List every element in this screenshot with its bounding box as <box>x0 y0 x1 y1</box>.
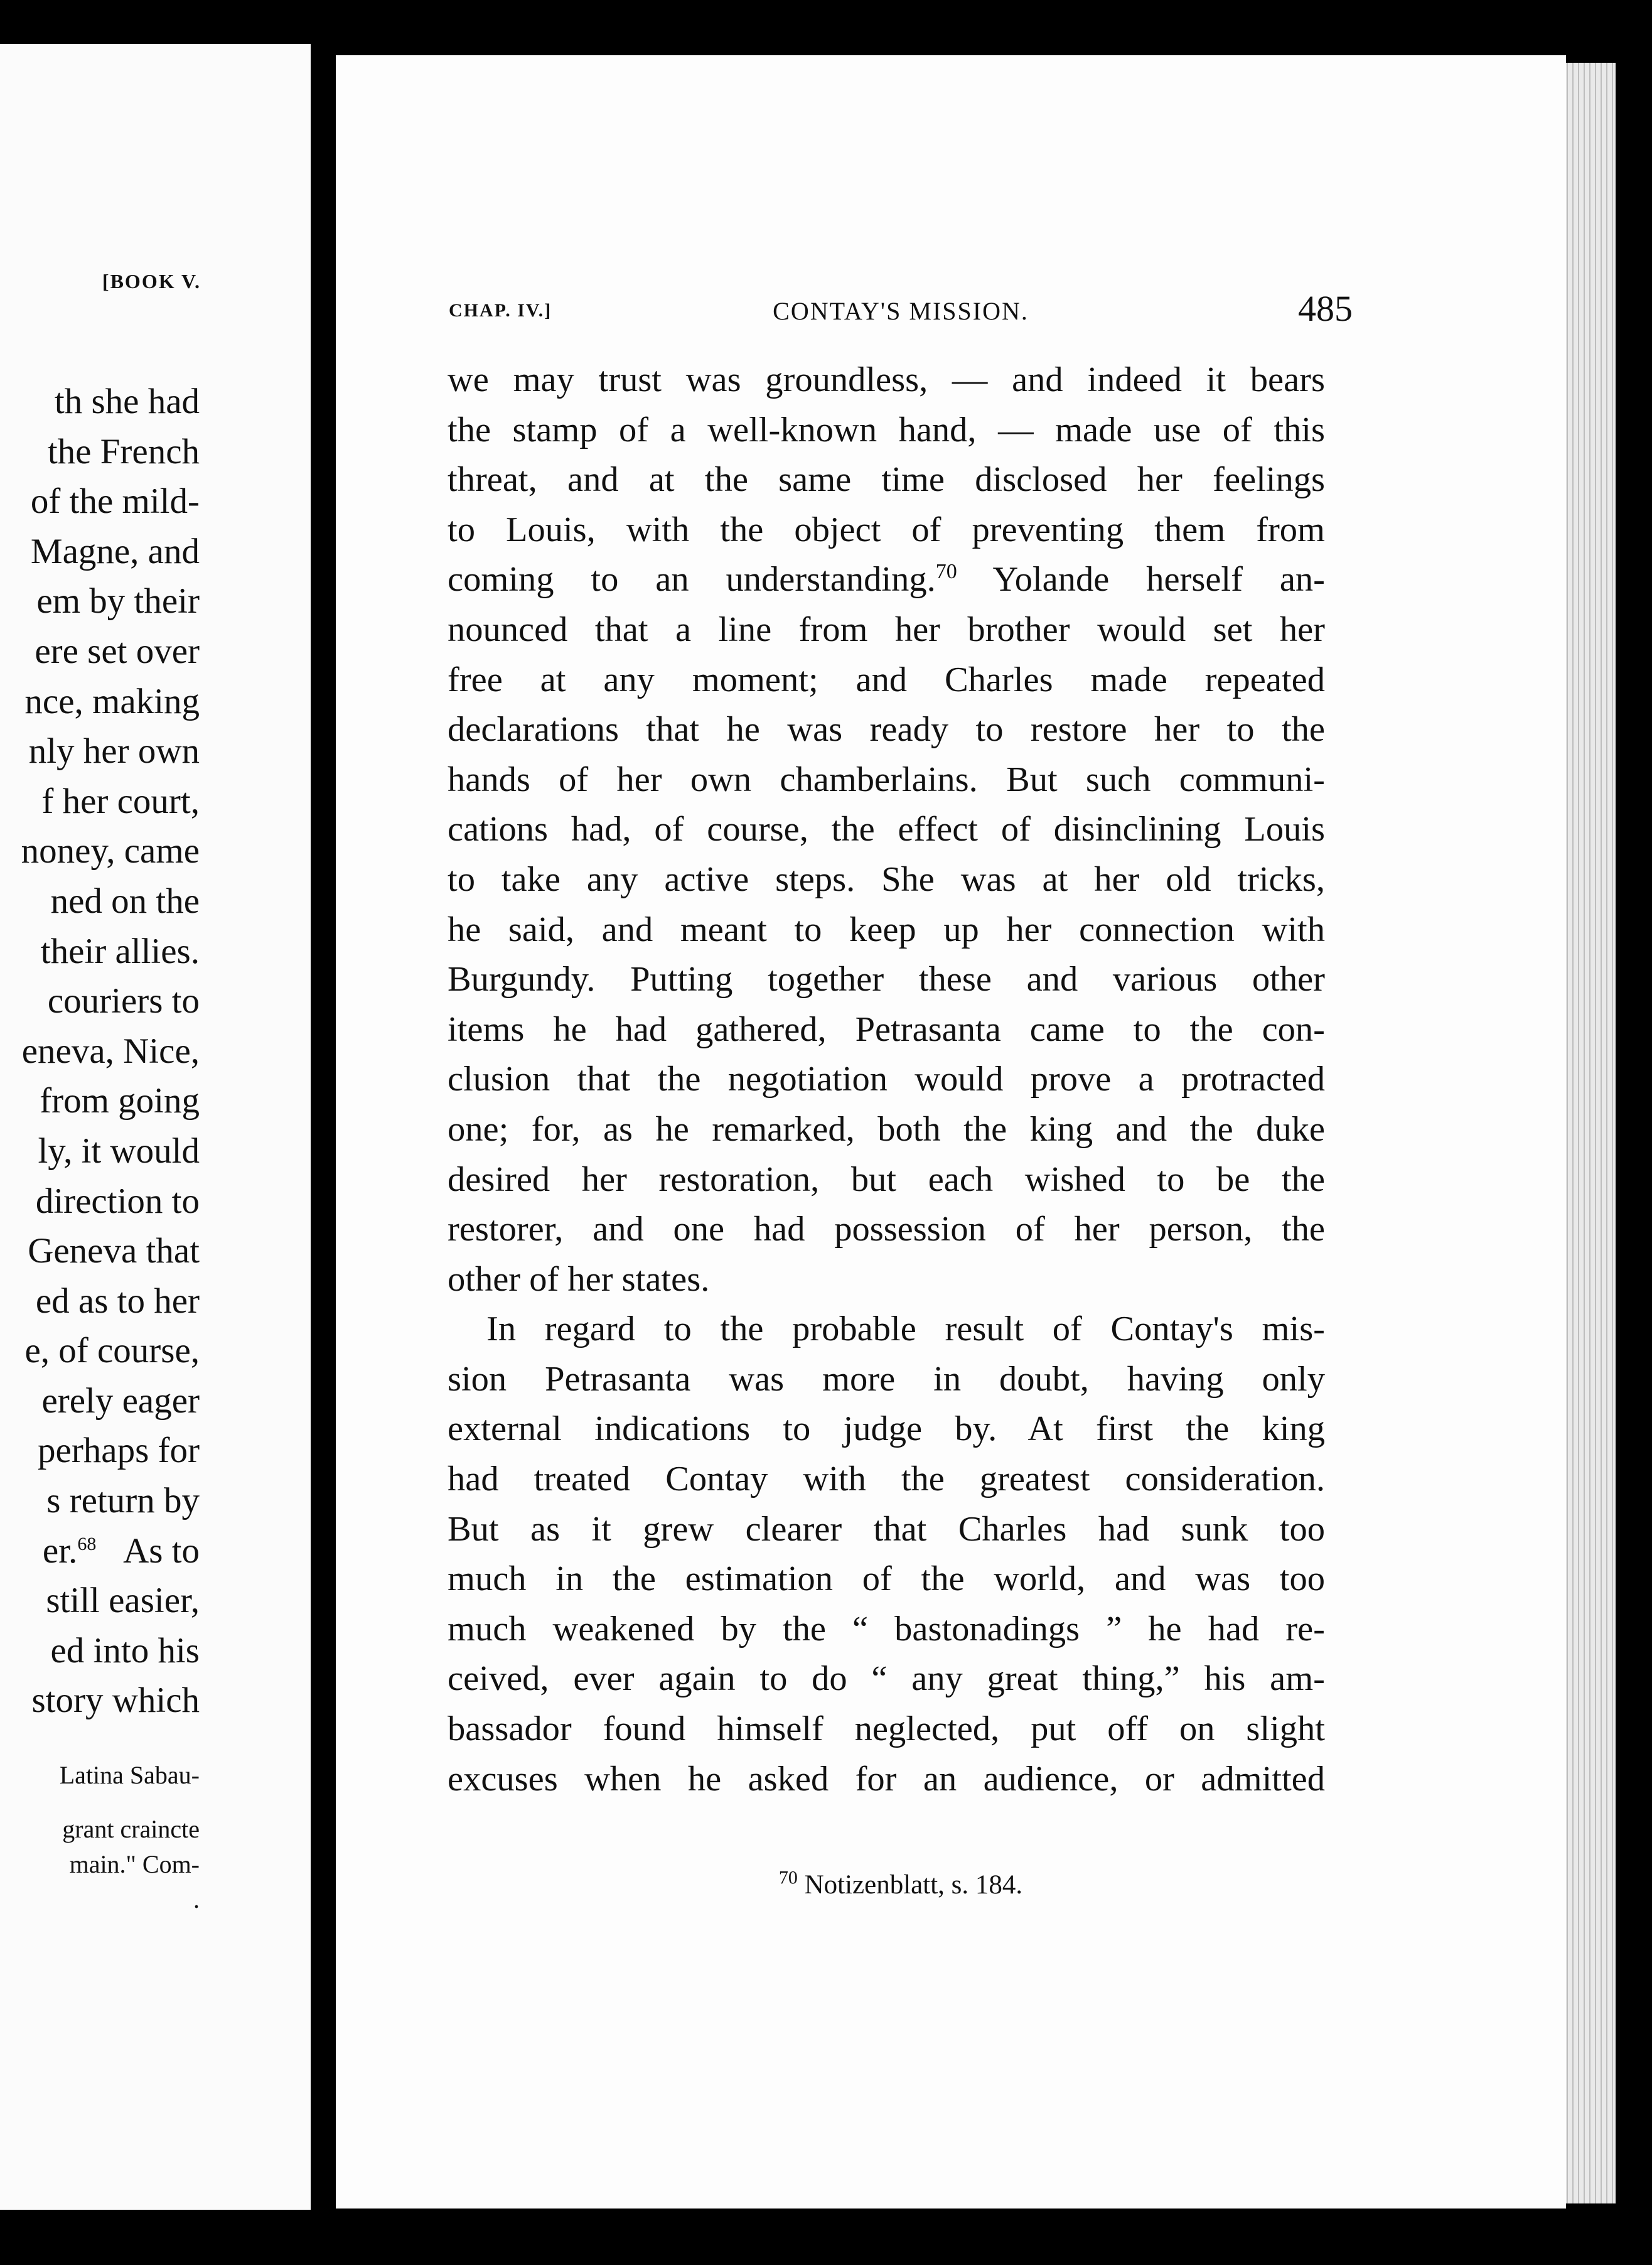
left-page-text <box>0 377 200 1726</box>
text-line: items he had gathered, Petrasanta came to the con- <box>448 1009 1325 1049</box>
footnote-marker: 70 <box>778 1867 798 1888</box>
book-page <box>336 55 1566 2209</box>
left-line: ere set over <box>35 631 200 671</box>
text-line: declarations that he was ready to restore her to the <box>448 710 1325 750</box>
text-line: threat, and at the same time disclosed her feelings <box>448 460 1325 500</box>
text-line-tail: Yolande herself an- <box>992 560 1325 600</box>
left-line: the French <box>47 431 200 471</box>
left-line: em by their <box>36 581 200 621</box>
left-line: their allies. <box>40 931 200 971</box>
text-line: sion Petrasanta was more in doubt, having only <box>448 1359 1325 1399</box>
chapter-label: CHAP. IV.] <box>449 300 552 321</box>
left-running-head: [BOOK V. <box>102 270 201 293</box>
text-line: we may trust was groundless, — and indeed it bears <box>448 360 1325 399</box>
text-line: excuses when he asked for an audience, or admitted <box>448 1759 1325 1799</box>
left-line-head: er. <box>42 1531 78 1571</box>
left-line-tail: As to <box>123 1531 200 1571</box>
left-line: f her court, <box>41 781 200 821</box>
text-line <box>448 555 1325 605</box>
text-line: desired her restoration, but each wished to be the <box>448 1159 1325 1199</box>
left-line: nce, making <box>24 681 200 721</box>
left-line: nly her own <box>28 731 200 772</box>
left-footnote-line: main." Com- <box>69 1850 200 1878</box>
paragraph-start-line: In regard to the probable result of Contay's mis- <box>486 1310 1325 1349</box>
left-line: Magne, and <box>30 531 200 571</box>
text-line: Burgundy. Putting together these and various other <box>448 960 1325 999</box>
text-line: free at any moment; and Charles made repeated <box>448 660 1325 699</box>
text-line: nounced that a line from her brother would set her <box>448 610 1325 649</box>
text-line: much weakened by the “ bastonadings ” he had re- <box>448 1609 1325 1649</box>
footnote <box>449 1867 1353 1900</box>
left-footnote-line: Latina Sabau- <box>59 1761 200 1789</box>
left-line: still easier, <box>46 1581 200 1621</box>
text-line: one; for, as he remarked, both the king and the duke <box>448 1109 1325 1149</box>
left-line: ned on the <box>50 881 200 921</box>
body-text <box>448 355 1325 1804</box>
footnote-text: Notizenblatt, s. 184. <box>804 1870 1023 1900</box>
text-line: much in the estimation of the world, and was too <box>448 1559 1325 1599</box>
left-page-fragment <box>0 44 314 2210</box>
left-footnote-line: . <box>193 1885 200 1913</box>
chapter-title: CONTAY'S MISSION. <box>773 297 1029 325</box>
left-line: from going <box>40 1081 200 1121</box>
left-line: s return by <box>46 1481 200 1521</box>
left-footnote-line: grant craincte <box>62 1815 200 1843</box>
left-line: of the mild- <box>30 482 200 522</box>
text-line: he said, and meant to keep up her connection with <box>448 910 1325 949</box>
left-line: perhaps for <box>38 1431 200 1471</box>
text-line: restorer, and one had possession of her person, the <box>448 1210 1325 1249</box>
text-line: to take any active steps. She was at her old tricks, <box>448 859 1325 899</box>
left-line: noney, came <box>21 831 200 871</box>
left-line: story which <box>31 1681 200 1721</box>
left-line: th she had <box>54 382 200 421</box>
left-line: e, of course, <box>24 1331 200 1371</box>
left-line: ed as to her <box>35 1281 200 1321</box>
left-page-footnotes <box>0 1758 200 1917</box>
text-line: ceived, ever again to do “ any great thing,” his am- <box>448 1659 1325 1699</box>
text-line: other of her states. <box>448 1259 710 1299</box>
text-line: clusion that the negotiation would prove a protracted <box>448 1060 1325 1099</box>
left-line: couriers to <box>47 981 200 1021</box>
left-line: direction to <box>35 1181 200 1221</box>
page-number: 485 <box>1298 288 1353 329</box>
running-head <box>449 288 1353 338</box>
left-line: Geneva that <box>28 1231 200 1271</box>
text-line: the stamp of a well-known hand, — made use of this <box>448 410 1325 449</box>
text-line: hands of her own chamberlains. But such communi- <box>448 760 1325 799</box>
left-line: eneva, Nice, <box>21 1031 200 1071</box>
text-line-head: coming to an understanding. <box>448 560 936 600</box>
left-line: erely eager <box>41 1380 200 1421</box>
footnote-reference: 68 <box>77 1533 97 1554</box>
text-line: cations had, of course, the effect of disinclining Louis <box>448 810 1325 849</box>
footnote-reference: 70 <box>935 560 957 584</box>
left-line: ly, it would <box>38 1131 200 1171</box>
binding-gutter <box>311 38 336 2216</box>
left-line <box>0 1526 200 1576</box>
text-line: external indications to judge by. At first the king <box>448 1409 1325 1449</box>
text-line: to Louis, with the object of preventing them from <box>448 510 1325 549</box>
text-line: But as it grew clearer that Charles had sunk too <box>448 1509 1325 1549</box>
text-line: bassador found himself neglected, put off on slight <box>448 1709 1325 1749</box>
text-line: had treated Contay with the greatest consideration. <box>448 1460 1325 1499</box>
left-line: ed into his <box>50 1630 200 1671</box>
